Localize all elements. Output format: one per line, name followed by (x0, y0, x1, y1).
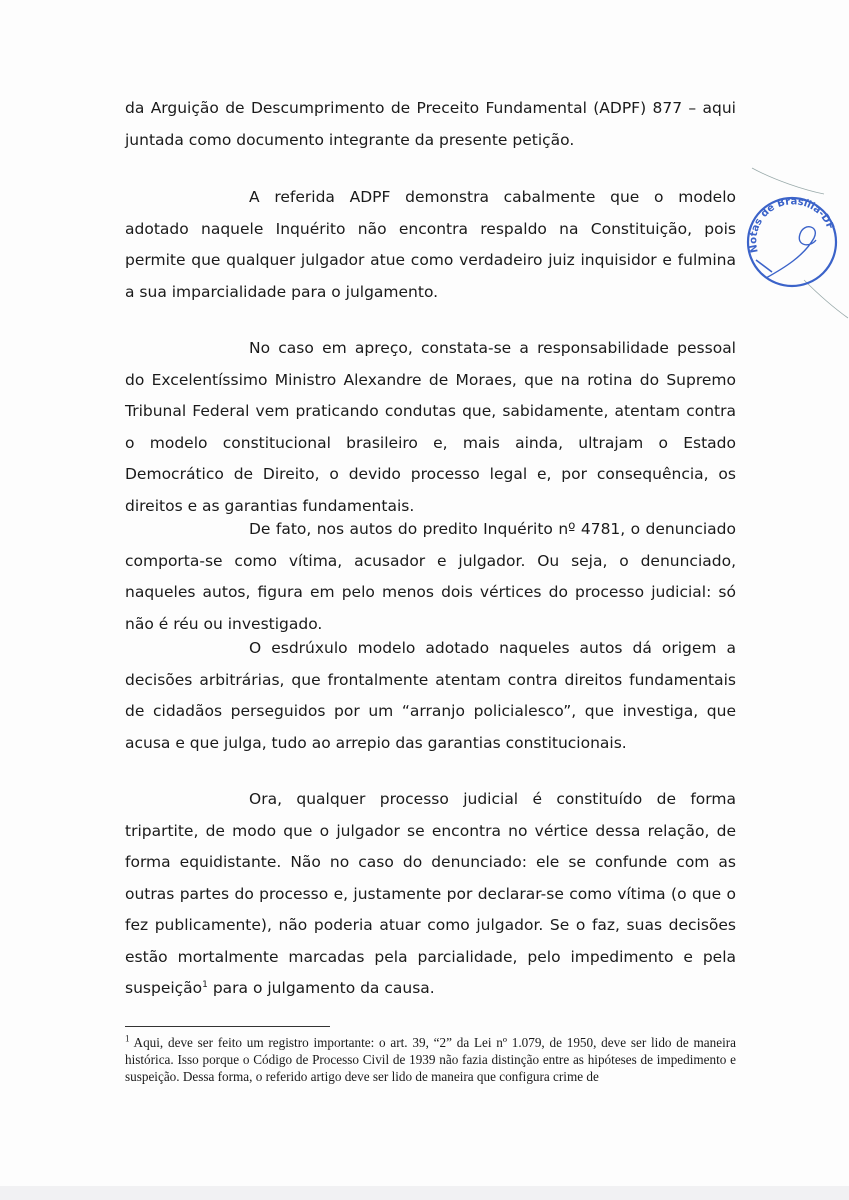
paragraph-5: O esdrúxulo modelo adotado naqueles autos dá origem a decisões arbitrárias, que frontalmente atentam contra direitos fundamentais de cidadãos perseguidos por um “arranjo policialesco”, que investiga, que acusa e que julga, tudo ao arrepio das garantias constitucionais. (125, 639, 736, 752)
footnote-reference[interactable]: 1 (202, 979, 208, 990)
paragraph-1: da Arguição de Descumprimento de Preceito Fundamental (ADPF) 877 – aqui juntada como documento integrante da presente petição. (125, 99, 736, 149)
footnote-marker: 1 (125, 1033, 130, 1044)
notary-stamp (744, 160, 848, 320)
paragraph-4: De fato, nos autos do predito Inquérito nº 4781, o denunciado comporta-se como vítima, acusador e julgador. Ou seja, o denunciado, naqueles autos, figura em pelo menos dois vértices do processo judicial: só não é réu ou investigado. (125, 520, 736, 633)
stamp-scratch-line-bottom (804, 280, 848, 318)
stamp-text: Notas de Brasília-DF (748, 196, 836, 254)
paragraph-6 (125, 784, 736, 1005)
footnote-separator (125, 1026, 330, 1027)
stamp-scratch-line-top (752, 168, 824, 194)
paragraph-6-text: Ora, qualquer processo judicial é constituído de forma tripartite, de modo que o julgador se encontra no vértice dessa relação, de forma equidistante. Não no caso do denunciado: ele se confunde com as outras partes do processo e, justamente por declarar-se como vítima (o que o fez publicamente), não poderia atuar como julgador. Se o faz, suas decisões estão mortalmente marcadas pela parcialidade, pelo impedimento e pela suspeição (125, 790, 736, 997)
paragraph-6-tail: para o julgamento da causa. (207, 979, 435, 997)
stamp-signature (766, 227, 816, 278)
scan-bottom-edge (0, 1186, 849, 1200)
paragraph-3: No caso em apreço, constata-se a responsabilidade pessoal do Excelentíssimo Ministro Alexandre de Moraes, que na rotina do Supremo Tribunal Federal vem praticando condutas que, sabidamente, atentam contra o modelo constitucional brasileiro e, mais ainda, ultrajam o Estado Democrático de Direito, o devido processo legal e, por consequência, os direitos e as garantias fundamentais. (125, 339, 736, 515)
footnote (125, 1034, 736, 1085)
footnote-text: Aqui, deve ser feito um registro importante: o art. 39, “2” da Lei nº 1.079, de 1950, deve ser lido de maneira histórica. Isso porque o Código de Processo Civil de 1939 não fazia distinção entre as hipóteses de impedimento e suspeição. Dessa forma, o referido artigo deve ser lido de maneira que configura crime de (125, 1035, 736, 1084)
paragraph-2: A referida ADPF demonstra cabalmente que o modelo adotado naquele Inquérito não encontra respaldo na Constituição, pois permite que qualquer julgador atue como verdadeiro juiz inquisidor e fulmina a sua imparcialidade para o julgamento. (125, 188, 736, 301)
